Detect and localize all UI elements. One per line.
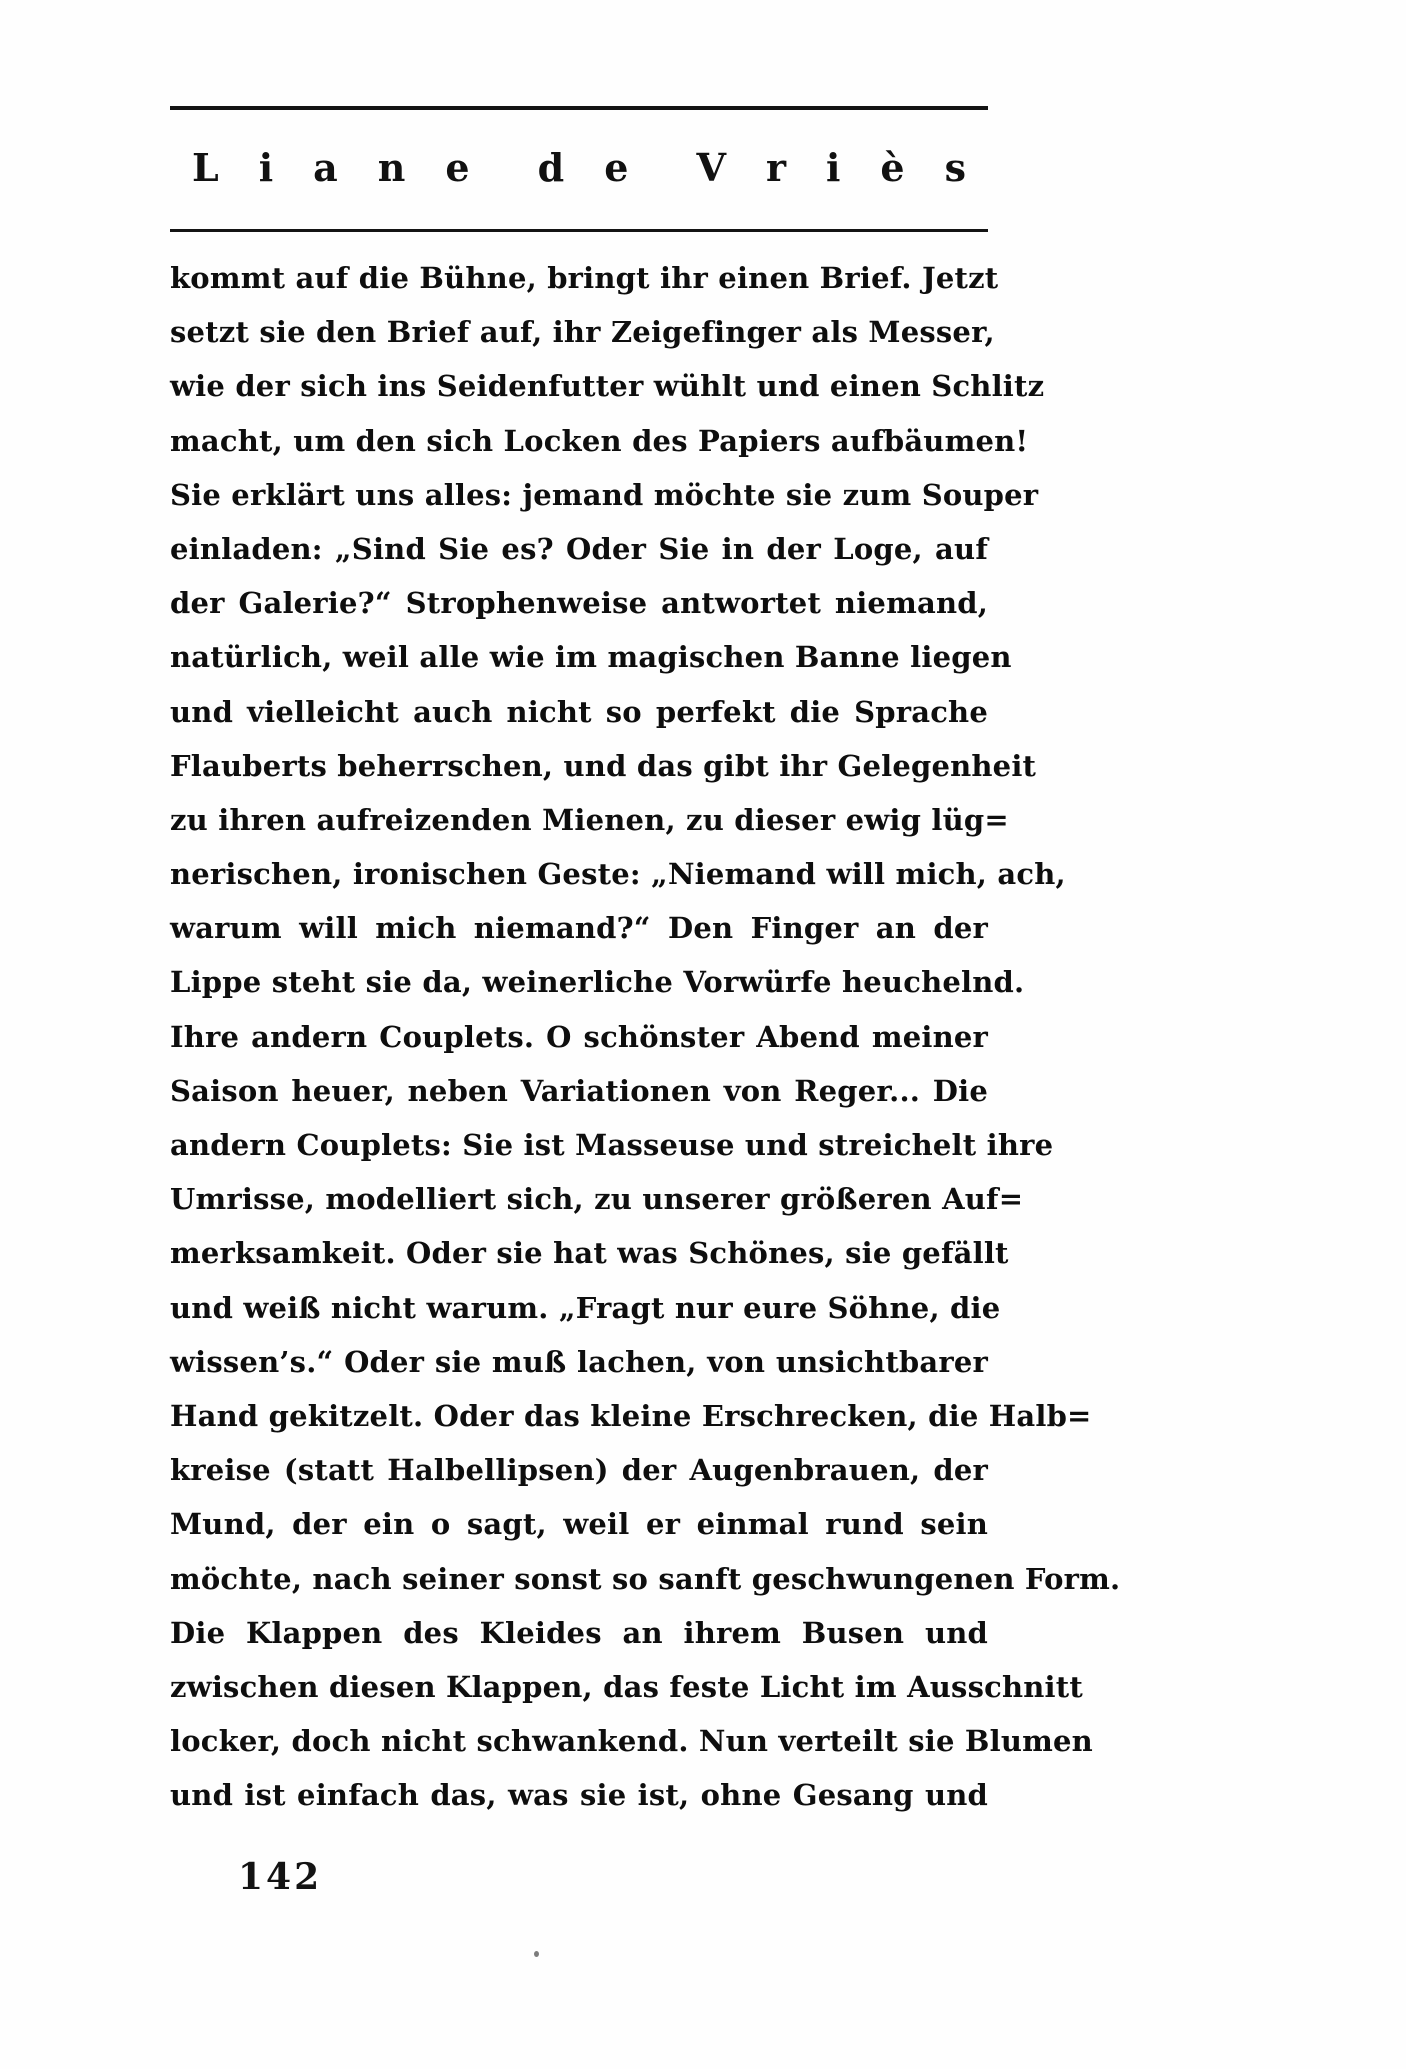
header-word-last: Vriès — [696, 145, 1006, 190]
running-head — [170, 0, 1006, 240]
text-line: macht, um den sich Locken des Papiers aufbäumen! — [170, 423, 1029, 458]
text-line: einladen: „Sind Sie es? Oder Sie in der Loge, auf — [170, 531, 988, 566]
text-line: merksamkeit. Oder sie hat was Schönes, sie gefällt — [170, 1236, 1009, 1271]
text-line: zwischen diesen Klappen, das feste Licht im Ausschnitt — [170, 1669, 1083, 1704]
header-rule-bottom — [170, 229, 988, 232]
text-line: und weiß nicht warum. „Fragt nur eure Söhne, die — [170, 1290, 1001, 1325]
text-line: Die Klappen des Kleides an ihrem Busen und — [170, 1615, 988, 1650]
page-header-title — [170, 126, 1006, 210]
header-word-first: Liane — [192, 145, 510, 190]
header-word-middle: de — [537, 145, 669, 190]
text-line: Mund, der ein o sagt, weil er einmal rund sein — [170, 1507, 988, 1542]
text-line: locker, doch nicht schwankend. Nun verteilt sie Blumen — [170, 1724, 1093, 1759]
scan-speck — [534, 1951, 539, 1957]
text-line: Umrisse, modelliert sich, zu unserer größeren Auf= — [170, 1182, 1024, 1217]
text-line: Flauberts beherrschen, und das gibt ihr Gelegenheit — [170, 748, 1037, 783]
text-line: und ist einfach das, was sie ist, ohne Gesang und — [170, 1778, 988, 1813]
text-line: Lippe steht sie da, weinerliche Vorwürfe heuchelnd. — [170, 965, 1025, 1000]
text-line: wissen’s.“ Oder sie muß lachen, von unsichtbarer — [170, 1344, 988, 1379]
text-line: warum will mich niemand?“ Den Finger an der — [170, 911, 988, 946]
text-line: setzt sie den Brief auf, ihr Zeigefinger als Messer, — [170, 315, 995, 350]
text-line: Sie erklärt uns alles: jemand möchte sie zum Souper — [170, 477, 1039, 512]
page-number: 142 — [238, 1856, 323, 1898]
text-line: zu ihren aufreizenden Mienen, zu dieser ewig lüg= — [170, 802, 1009, 837]
header-rule-top — [170, 106, 988, 110]
text-line: andern Couplets: Sie ist Masseuse und streichelt ihre — [170, 1128, 1054, 1162]
text-line: Ihre andern Couplets. O schönster Abend meiner — [170, 1019, 988, 1054]
text-line: der Galerie?“ Strophenweise antwortet niemand, — [170, 586, 988, 621]
text-line: natürlich, weil alle wie im magischen Banne liegen — [170, 640, 1012, 675]
text-line: Hand gekitzelt. Oder das kleine Erschrecken, die Halb= — [170, 1398, 1092, 1433]
text-line: und vielleicht auch nicht so perfekt die Sprache — [170, 694, 988, 729]
text-line: kreise (statt Halbellipsen) der Augenbrauen, der — [170, 1453, 988, 1488]
text-line: möchte, nach seiner sonst so sanft geschwungenen Form. — [170, 1561, 1121, 1596]
body-text — [170, 251, 1121, 1822]
text-line: nerischen, ironischen Geste: „Niemand will mich, ach, — [170, 857, 1066, 892]
text-line: kommt auf die Bühne, bringt ihr einen Brief. Jetzt — [170, 261, 999, 295]
text-line: wie der sich ins Seidenfutter wühlt und einen Schlitz — [170, 369, 1045, 404]
text-line: Saison heuer, neben Variationen von Reger... Die — [170, 1073, 988, 1108]
